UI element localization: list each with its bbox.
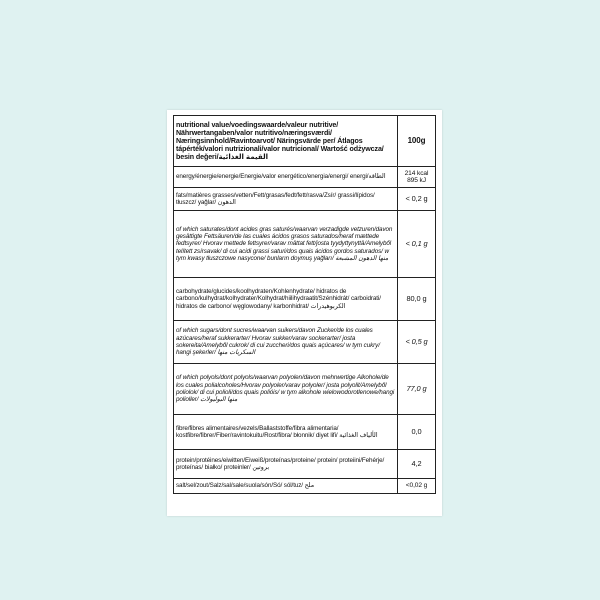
energy-label: energy/énergie/energie/Energie/valor energético/energia/energi/ energi/الطاقة bbox=[174, 167, 398, 188]
sugars-label: of which sugars/dont sucres/waarvan suikers/davon Zucker/de los cuales azúcares/heraf sukkerarter/ Hvorav sukker/varav sockerarter/ josta sokereita/Amelyből cukrok/ di cui zuccheri/dos quais açúcares/ w tym cukry/ hangi şekerler/ السكريات منها bbox=[174, 321, 398, 364]
carbohydrate-label: carbohydrate/glucides/koolhydraten/Kohlenhydrate/ hidratos de carbono/kulhydrat/kolhydrater/Kolhydrat/hiilihydraatit/Szénhidrát/ carboidrati/ hidratos de carbono/ węglowodany/ karbonhidrat/ الكربوهيدرات bbox=[174, 278, 398, 321]
header-per-100g: 100g bbox=[398, 116, 436, 167]
sugars-value: < 0,5 g bbox=[398, 321, 436, 364]
salt-value: <0,02 g bbox=[398, 479, 436, 494]
fats-value: < 0,2 g bbox=[398, 188, 436, 211]
fibre-value: 0,0 bbox=[398, 415, 436, 450]
nutrition-label bbox=[167, 110, 442, 516]
table-row-saturates bbox=[174, 211, 436, 278]
fibre-label: fibre/fibres alimentaires/vezels/Ballaststoffe/fibra alimentaria/ kostfibre/fibrer/Fiber/ravintokuitu/Rost/fibra/ błonnik/ diyet lifi/ الألياف الغذائية bbox=[174, 415, 398, 450]
protein-value: 4,2 bbox=[398, 450, 436, 479]
table-row-protein bbox=[174, 450, 436, 479]
table-header-row bbox=[174, 116, 436, 167]
polyols-value: 77,0 g bbox=[398, 364, 436, 415]
table-row-carbohydrate bbox=[174, 278, 436, 321]
table-row-fats bbox=[174, 188, 436, 211]
table-row-fibre bbox=[174, 415, 436, 450]
protein-label: protein/protéines/eiwitten/Eiweiß/proteínas/proteine/ protein/ proteiini/Fehérje/ proteínas/ białko/ proteinler/ بروتين bbox=[174, 450, 398, 479]
nutrition-table bbox=[173, 115, 436, 494]
energy-value: 214 kcal 895 kJ bbox=[398, 167, 436, 188]
saturates-value: < 0,1 g bbox=[398, 211, 436, 278]
table-row-energy bbox=[174, 167, 436, 188]
saturates-label: of which saturates/dont acides gras saturés/waarvan verzadigde vetzuren/davon gesättigte Fettsäuren/de las cuales ácidos grasos saturados/heraf mættede fedtsyrer/ Hvorav mettede fettsyrer/varav mättat fett/josta tyydyttynyttä/Amelyből telített zsírsavak/ di cui acidi grassi saturi/dos quais ácidos gordos saturados/ w tym kwasy tłuszczowe nasycone/ bunların doymuş yağları/ منها الدهون المشبعة bbox=[174, 211, 398, 278]
fats-label: fats/matières grasses/vetten/Fett/grasas/fedt/fett/rasva/Zsír/ grassi/lípidos/ tłuszcz/ yağlar/ الدهون bbox=[174, 188, 398, 211]
salt-label: salt/sel/zout/Salz/sal/sale/suola/són/Só/ sól/tuz/ ملح bbox=[174, 479, 398, 494]
table-row-sugars bbox=[174, 321, 436, 364]
table-row-salt bbox=[174, 479, 436, 494]
header-label: nutritional value/voedingswaarde/valeur nutritive/ Nährwertangaben/valor nutritivo/næringsværdi/ Næringsinnhold/Ravintoarvot/ Näringsvärde per/ Átlagos tápérték/valori nutrizionali/valor nutricional/ Wartość odżywcza/ besin değeri/القيمة الغذائية bbox=[174, 116, 398, 167]
carbohydrate-value: 80,0 g bbox=[398, 278, 436, 321]
polyols-label: of which polyols/dont polyols/waarvan polyolen/davon mehrwertige Alkohole/de los cuales polialcoholes/Hvorav polyoler/varav polyoler/ josta polyolit/Amelyből poliolok/ di cui polioli/dos quais polióis/ w tym alkohole wielowodorotlenowe/hangi polioller/ منها البوليولات bbox=[174, 364, 398, 415]
table-row-polyols bbox=[174, 364, 436, 415]
